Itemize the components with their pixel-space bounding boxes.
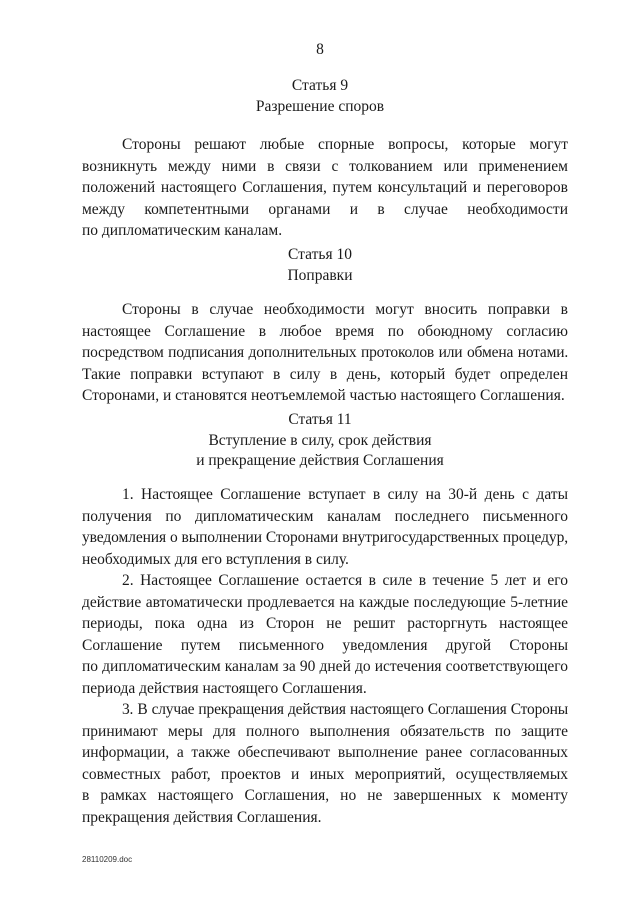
paragraph-line: Такие поправки вступают в силу в день, который будет определен: [82, 365, 568, 383]
file-name-footer: 28110209.doc: [82, 855, 133, 864]
article-subtitle: Вступление в силу, срок действия: [208, 431, 432, 449]
paragraph-line: Соглашение путем письменного уведомления другой Стороны: [82, 636, 568, 654]
paragraph-line: посредством подписания дополнительных протоколов или обмена нотами.: [82, 344, 568, 362]
article-title: Статья 10: [288, 246, 352, 263]
paragraph-line: в рамках настоящего Соглашения, но не завершенных к моменту: [82, 787, 568, 805]
page-number: 8: [316, 41, 324, 58]
paragraph-line: Сторонами, и становятся неотъемлемой частью настоящего Соглашения.: [82, 387, 565, 405]
paragraph-line: настоящее Соглашение в любое время по обоюдному согласию: [82, 322, 568, 340]
article-10-paragraph: [82, 299, 568, 407]
article-10-heading: [0, 245, 640, 286]
paragraph-line: принимают меры для полного выполнения обязательств по защите: [82, 722, 568, 740]
article-title: Статья 11: [288, 411, 352, 428]
paragraph-line: по дипломатическим каналам.: [82, 222, 283, 240]
article-11-heading: [0, 410, 640, 472]
paragraph-line: периода действия настоящего Соглашения.: [82, 679, 367, 697]
article-11-clause-3: [82, 699, 568, 829]
article-9-paragraph: [82, 134, 568, 242]
article-title: Статья 9: [291, 77, 349, 94]
article-11-clause-1: [82, 484, 568, 570]
paragraph-line: положений настоящего Соглашения, путем консультаций и переговоров: [82, 179, 568, 197]
article-subtitle: Разрешение споров: [255, 97, 385, 115]
paragraph-line: совместных работ, проектов и иных мероприятий, осуществляемых: [82, 765, 568, 783]
paragraph-line: Стороны в случае необходимости могут вносить поправки в: [122, 301, 568, 318]
article-11-clause-2: [82, 570, 568, 700]
article-9-heading: [0, 76, 640, 117]
paragraph-line: 3. В случае прекращения действия настоящего Соглашения Стороны: [122, 701, 568, 718]
paragraph-line: необходимых для его вступления в силу.: [82, 550, 349, 568]
paragraph-line: по дипломатическим каналам за 90 дней до истечения соответствующего: [82, 658, 568, 676]
paragraph-line: уведомления о выполнении Сторонами внутригосударственных процедур,: [82, 529, 568, 547]
paragraph-line: возникнуть между ними в связи с толкованием или применением: [82, 157, 568, 175]
paragraph-line: периоды, пока одна из Сторон не решит расторгнуть настоящее: [82, 615, 568, 633]
paragraph-line: получения по дипломатическим каналам последнего письменного: [82, 507, 568, 525]
paragraph-line: прекращения действия Соглашения.: [82, 808, 322, 826]
paragraph-line: действие автоматически продлевается на каждые последующие 5-летние: [82, 593, 568, 611]
article-subtitle: Поправки: [287, 266, 353, 284]
paragraph-line: Стороны решают любые спорные вопросы, которые могут: [122, 136, 568, 153]
paragraph-line: 2. Настоящее Соглашение остается в силе в течение 5 лет и его: [122, 572, 568, 589]
article-subtitle: и прекращение действия Соглашения: [196, 452, 444, 469]
paragraph-line: 1. Настоящее Соглашение вступает в силу на 30-й день с даты: [122, 486, 568, 503]
paragraph-line: между компетентными органами и в случае необходимости: [82, 200, 568, 218]
paragraph-line: информации, а также обеспечивают выполнение ранее согласованных: [82, 744, 568, 762]
